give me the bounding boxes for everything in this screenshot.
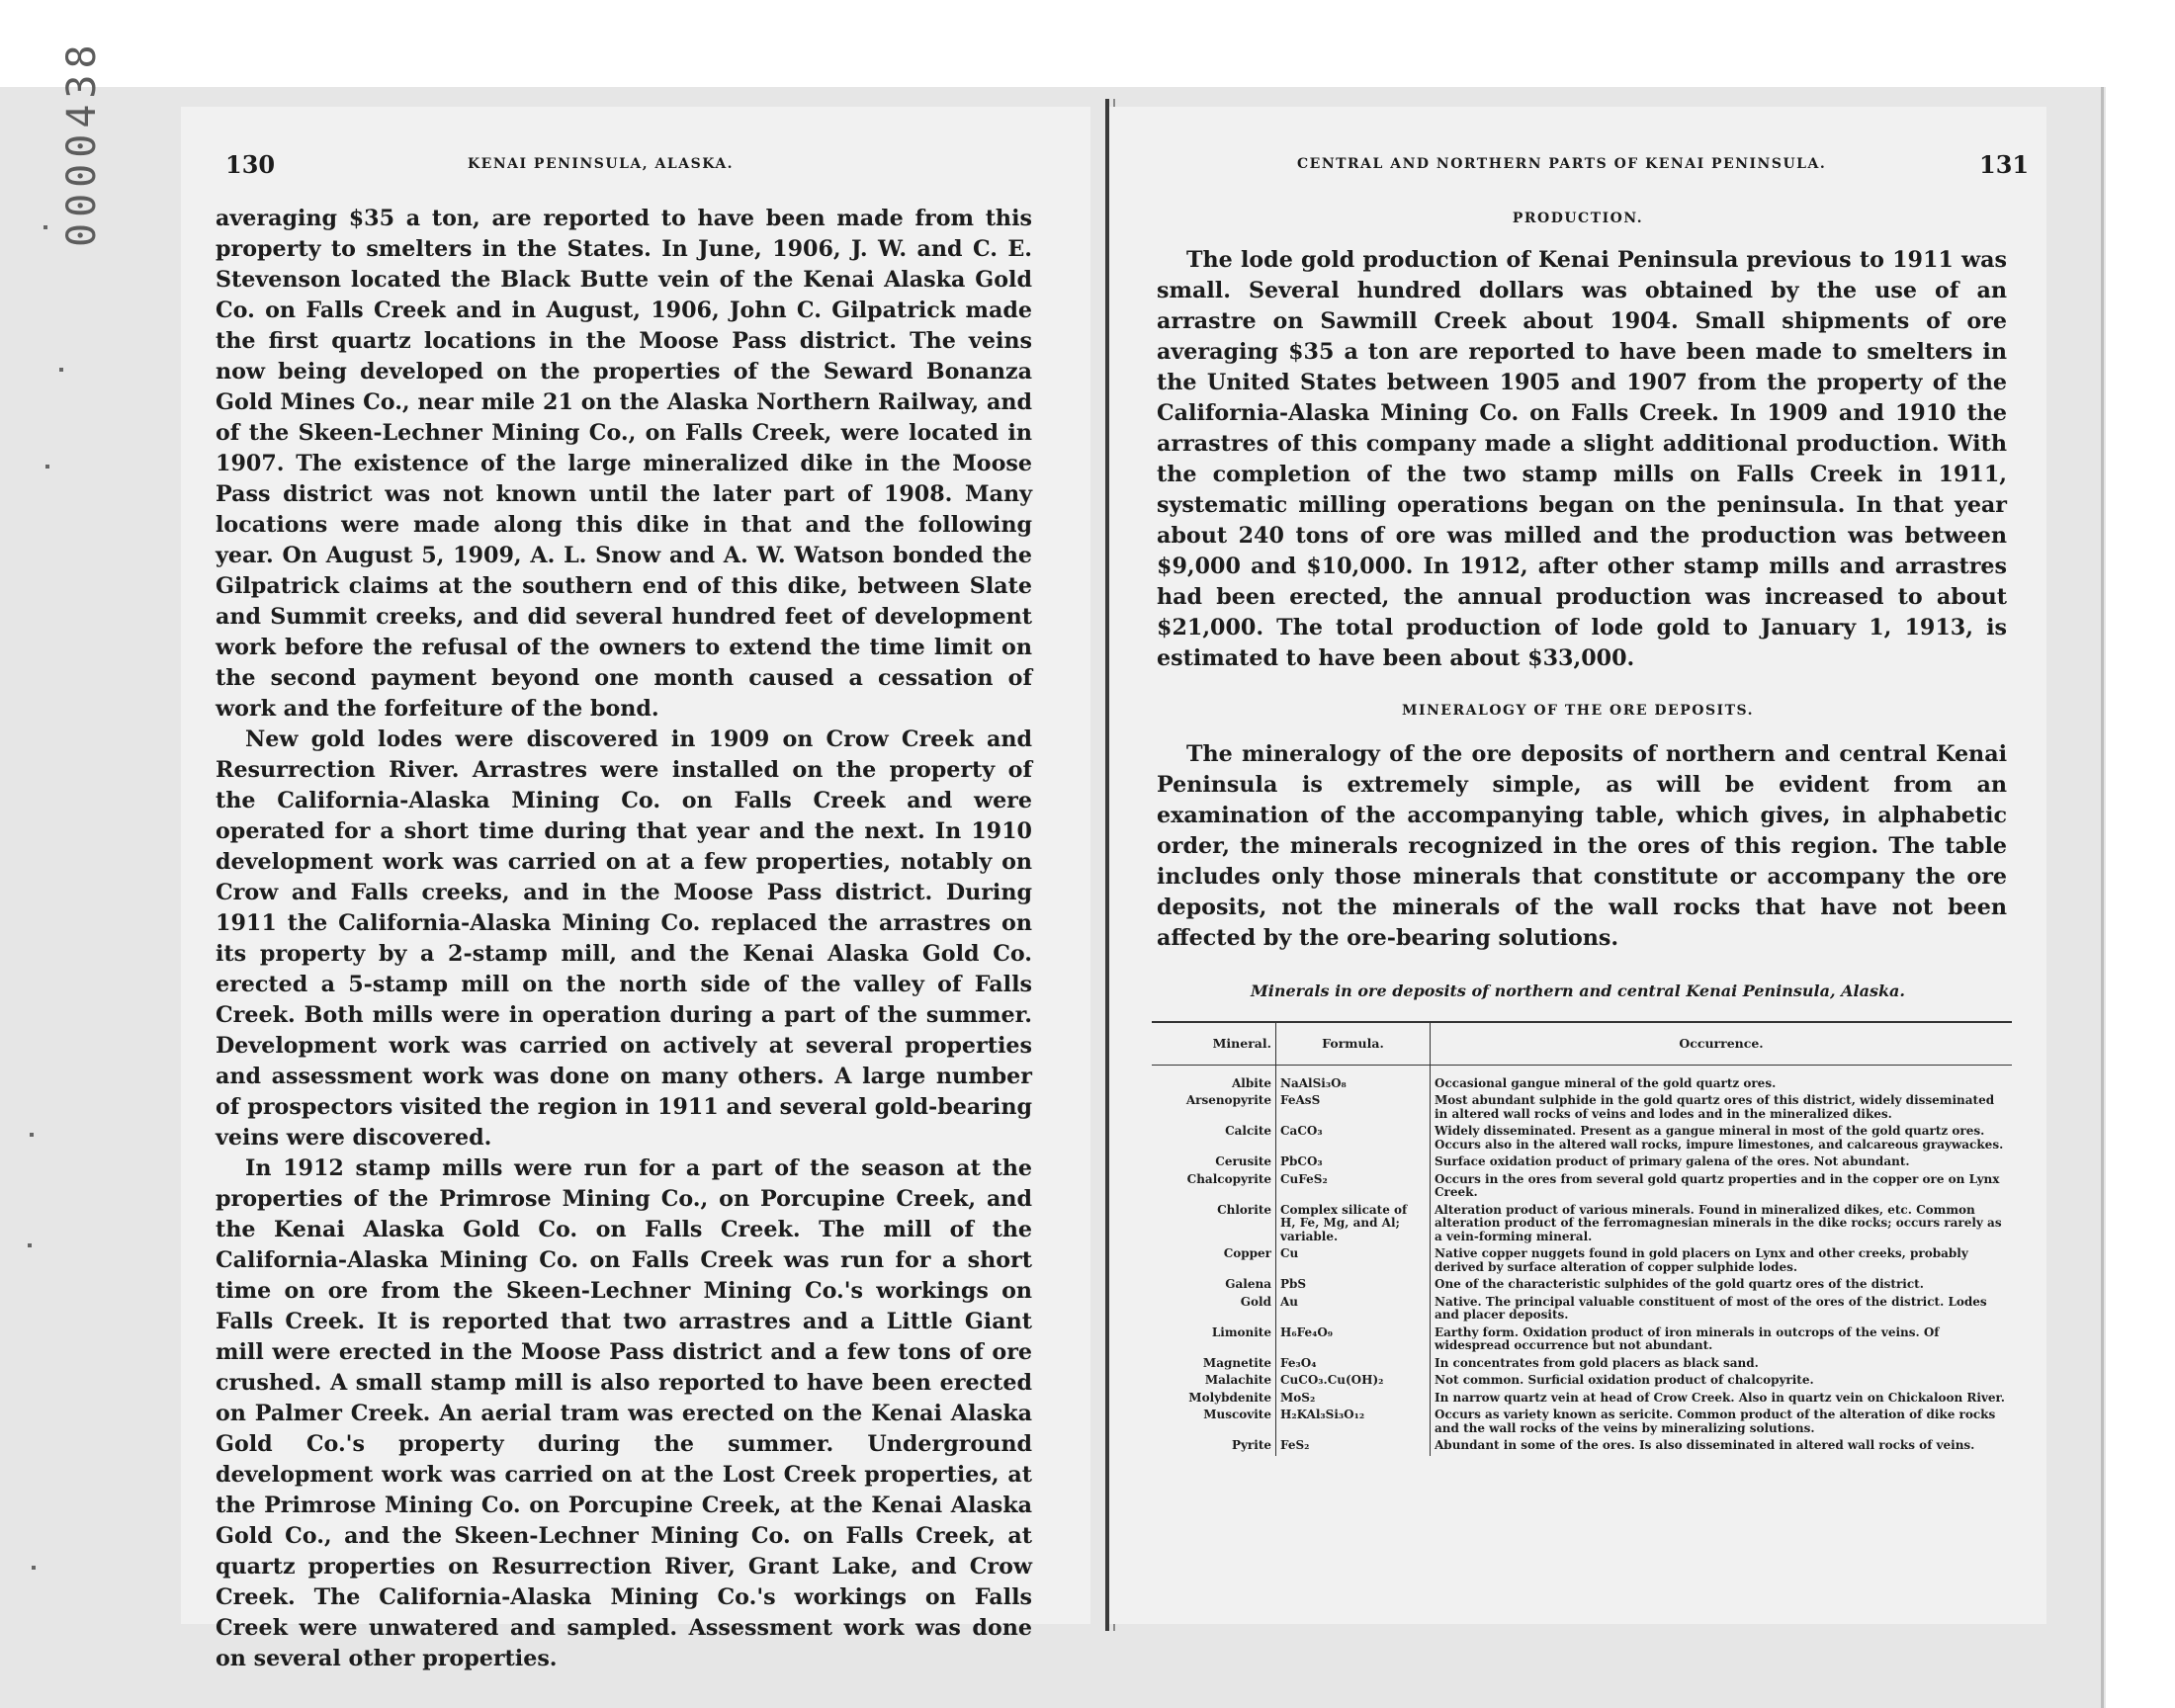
occurrence-cell: Native. The principal valuable constituent of most of the ores of the district. Lodes and placer deposits. (1435, 1294, 1987, 1322)
production-body (1157, 245, 2007, 674)
table-row (1152, 1065, 2012, 1093)
formula-cell: Au (1276, 1295, 1431, 1325)
margin-tick (32, 1566, 36, 1570)
formula-cell: FeAsS (1276, 1093, 1431, 1124)
mineral-cell: Muscovite (1152, 1408, 1276, 1438)
mineralogy-heading: MINERALOGY OF THE ORE DEPOSITS. (1401, 703, 1755, 719)
formula-cell: Fe₃O₄ (1276, 1356, 1431, 1374)
mineral-cell: Arsenopyrite (1152, 1093, 1276, 1124)
formula-cell: FeS₂ (1276, 1438, 1431, 1456)
occurrence-cell: Abundant in some of the ores. Is also disseminated in altered wall rocks of veins. (1435, 1438, 1975, 1452)
mineral-cell: Malachite (1152, 1373, 1276, 1391)
table-row (1152, 1277, 2012, 1295)
margin-tick (45, 465, 49, 469)
header-formula: Formula. (1276, 1022, 1431, 1065)
formula-cell: PbS (1276, 1277, 1431, 1295)
occurrence-cell: One of the characteristic sulphides of the gold quartz ores of the district. (1435, 1277, 1924, 1291)
table-row (1152, 1172, 2012, 1203)
occurrence-cell: Occurs as variety known as sericite. Common product of the alteration of dike rocks and the wall rocks of the veins by mineralizing solutions. (1435, 1408, 1996, 1435)
formula-cell: CaCO₃ (1276, 1124, 1431, 1154)
occurrence-cell: Native copper nuggets found in gold placers on Lynx and other creeks, probably derived by surface alteration of copper sulphide lodes. (1435, 1246, 1968, 1274)
table-header-row (1152, 1022, 2012, 1065)
table-row (1152, 1246, 2012, 1277)
table-row (1152, 1203, 2012, 1247)
header-mineral: Mineral. (1152, 1022, 1276, 1065)
table-row (1152, 1356, 2012, 1374)
occurrence-cell: Not common. Surficial oxidation product of chalcopyrite. (1435, 1373, 1814, 1387)
scan-edge (2101, 87, 2104, 1708)
margin-tick (44, 225, 47, 229)
occurrence-cell: Widely disseminated. Present as a gangue mineral in most of the gold quartz ores. Occurs also in the altered wall rocks, impure limestones, and calcareous graywackes. (1435, 1124, 2004, 1152)
paragraph: averaging $35 a ton, are reported to have been made from this property to smelters in the States. In June, 1906, J. W. and C. E. Stevenson located the Black Butte vein of the Kenai Alaska Gold Co. on Falls Creek and in August, 1906, John C. Gilpatrick made the first quartz locations in the Moose Pass district. The veins now being developed on the properties of the Seward Bonanza Gold Mines Co., near mile 21 on the Alaska Northern Railway, and of the Skeen-Lechner Mining Co., on Falls Creek, were located in 1907. The existence of the large mineralized dike in the Moose Pass district was not known until the later part of 1908. Many locations were made along this dike in that and the following year. On August 5, 1909, A. L. Snow and A. W. Watson bonded the Gilpatrick claims at the southern end of this dike, between Slate and Summit creeks, and did several hundred feet of development work before the refusal of the owners to extend the time limit on the second payment beyond one month caused a cessation of work and the forfeiture of the bond. (216, 206, 1032, 722)
occurrence-cell: In concentrates from gold placers as black sand. (1435, 1355, 1759, 1370)
formula-cell: Complex silicate of H, Fe, Mg, and Al; variable. (1276, 1203, 1431, 1247)
paragraph: New gold lodes were discovered in 1909 on Crow Creek and Resurrection River. Arrastres were installed on the property of the California-Alaska Mining Co. on Falls Creek and were operated for a short time during that year and the next. In 1910 development work was carried on at a few properties, notably on Crow and Falls creeks, and in the Moose Pass district. During 1911 the California-Alaska Mining Co. replaced the arrastres on its property by a 2-stamp mill, and the Kenai Alaska Gold Co. erected a 5-stamp mill on the north side of the valley of Falls Creek. Both mills were in operation during a part of the summer. Development work was carried on actively at several properties and assessment work was done on many others. A large number of prospectors visited the region in 1911 and several gold-bearing veins were discovered. (216, 726, 1032, 1151)
formula-cell: H₂KAl₃Si₃O₁₂ (1276, 1408, 1431, 1438)
table-row (1152, 1325, 2012, 1356)
paragraph: The lode gold production of Kenai Peninsula previous to 1911 was small. Several hundred dollars was obtained by the use of an arrastre on Sawmill Creek about 1904. Small shipments of ore averaging $35 a ton are reported to have been made to smelters in the United States between 1905 and 1907 from the property of the California-Alaska Mining Co. on Falls Creek. In 1909 and 1910 the arrastres of this company made a slight additional production. With the completion of the two stamp mills on Falls Creek in 1911, systematic milling operations began on the peninsula. In that year about 240 tons of ore was milled and the production was between $9,000 and $10,000. In 1912, after other stamp mills and arrastres had been erected, the annual production was increased to about $21,000. The total production of lode gold to January 1, 1913, is estimated to have been about $33,000. (1157, 247, 2007, 671)
mineral-cell: Chlorite (1152, 1203, 1276, 1247)
running-head: KENAI PENINSULA, ALASKA. (468, 156, 735, 172)
frame-stamp: 0000438 (59, 39, 105, 247)
table-row (1152, 1373, 2012, 1391)
paragraph: In 1912 stamp mills were run for a part of the season at the properties of the Primrose Mining Co., on Porcupine Creek, and the Kenai Alaska Gold Co. on Falls Creek. The mill of the California-Alaska Mining Co. on Falls Creek was run for a short time on ore from the Skeen-Lechner Mining Co.'s workings on Falls Creek. It is reported that two arrastres and a Little Giant mill were erected in the Moose Pass district and a few tons of ore crushed. A small stamp mill is also reported to have been erected on Palmer Creek. An aerial tram was erected on the Kenai Alaska Gold Co.'s property during the summer. Underground development work was carried on at the Lost Creek properties, at the Primrose Mining Co. on Porcupine Creek, at the Kenai Alaska Gold Co., and the Skeen-Lechner Mining Co. on Falls Creek, at quartz properties on Resurrection River, Grant Lake, and Crow Creek. The California-Alaska Mining Co.'s workings on Falls Creek were unwatered and sampled. Assessment work was done on several other properties. (216, 1155, 1032, 1671)
mineral-cell: Galena (1152, 1277, 1276, 1295)
mineral-cell: Pyrite (1152, 1438, 1276, 1456)
formula-cell: PbCO₃ (1276, 1154, 1431, 1172)
occurrence-cell: Alteration product of various minerals. Found in mineralized dikes, etc. Common alteration product of the ferromagnesian minerals in the dike rocks; occurs rarely as a vein-forming mineral. (1435, 1202, 2002, 1243)
occurrence-cell: Occurs in the ores from several gold quartz properties and in the copper ore on Lynx Creek. (1435, 1171, 2000, 1199)
mineral-cell: Cerusite (1152, 1154, 1276, 1172)
table-row (1152, 1093, 2012, 1124)
table-caption: Minerals in ore deposits of northern and central Kenai Peninsula, Alaska. (1251, 982, 1905, 1000)
mineral-cell: Gold (1152, 1295, 1276, 1325)
table-row (1152, 1154, 2012, 1172)
margin-tick (30, 1133, 34, 1137)
occurrence-cell: Surface oxidation product of primary galena of the ores. Not abundant. (1435, 1154, 1910, 1168)
formula-cell: H₆Fe₄O₉ (1276, 1325, 1431, 1356)
margin-tick (28, 1243, 32, 1247)
header-occurrence: Occurrence. (1431, 1022, 2013, 1065)
mineral-cell: Limonite (1152, 1325, 1276, 1356)
table-body (1152, 1065, 2012, 1456)
mineral-cell: Molybdenite (1152, 1391, 1276, 1409)
production-heading: PRODUCTION. (1512, 211, 1644, 226)
mineral-cell: Chalcopyrite (1152, 1172, 1276, 1203)
formula-cell: MoS₂ (1276, 1391, 1431, 1409)
table-row (1152, 1438, 2012, 1456)
formula-cell: CuFeS₂ (1276, 1172, 1431, 1203)
mineral-cell: Calcite (1152, 1124, 1276, 1154)
formula-cell: CuCO₃.Cu(OH)₂ (1276, 1373, 1431, 1391)
paragraph: The mineralogy of the ore deposits of northern and central Kenai Peninsula is extremely simple, as will be evident from an examination of the accompanying table, which gives, in alphabetic order, the minerals recognized in the ores of this region. The table includes only those minerals that constitute or accompany the ore deposits, not the minerals of the wall rocks that have not been affected by the ore-bearing solutions. (1157, 741, 2007, 951)
occurrence-cell: Occasional gangue mineral of the gold quartz ores. (1435, 1075, 1777, 1090)
table-row (1152, 1295, 2012, 1325)
formula-cell: NaAlSi₃O₈ (1276, 1065, 1431, 1093)
table-row (1152, 1124, 2012, 1154)
occurrence-cell: In narrow quartz vein at head of Crow Creek. Also in quartz vein on Chickaloon River. (1435, 1390, 2005, 1405)
margin-tick (59, 368, 63, 372)
page-number: 130 (225, 150, 276, 179)
occurrence-cell: Earthy form. Oxidation product of iron minerals in outcrops of the veins. Of widespread occurrence but not abundant. (1435, 1324, 1940, 1352)
mineralogy-body (1157, 739, 2007, 954)
right-page (1109, 107, 2046, 1624)
left-body (216, 204, 1032, 1674)
mineral-cell: Magnetite (1152, 1356, 1276, 1374)
mineral-cell: Copper (1152, 1246, 1276, 1277)
running-head: CENTRAL AND NORTHERN PARTS OF KENAI PENINSULA. (1297, 156, 1827, 172)
formula-cell: Cu (1276, 1246, 1431, 1277)
minerals-table (1152, 1021, 2012, 1456)
table-row (1152, 1408, 2012, 1438)
page-number: 131 (1979, 150, 2030, 179)
occurrence-cell: Most abundant sulphide in the gold quartz ores of this district, widely disseminated in altered wall rocks of veins and lodes and in the mineralized dikes. (1435, 1093, 1995, 1121)
left-page (181, 107, 1090, 1671)
mineral-cell: Albite (1152, 1065, 1276, 1093)
table-row (1152, 1391, 2012, 1409)
